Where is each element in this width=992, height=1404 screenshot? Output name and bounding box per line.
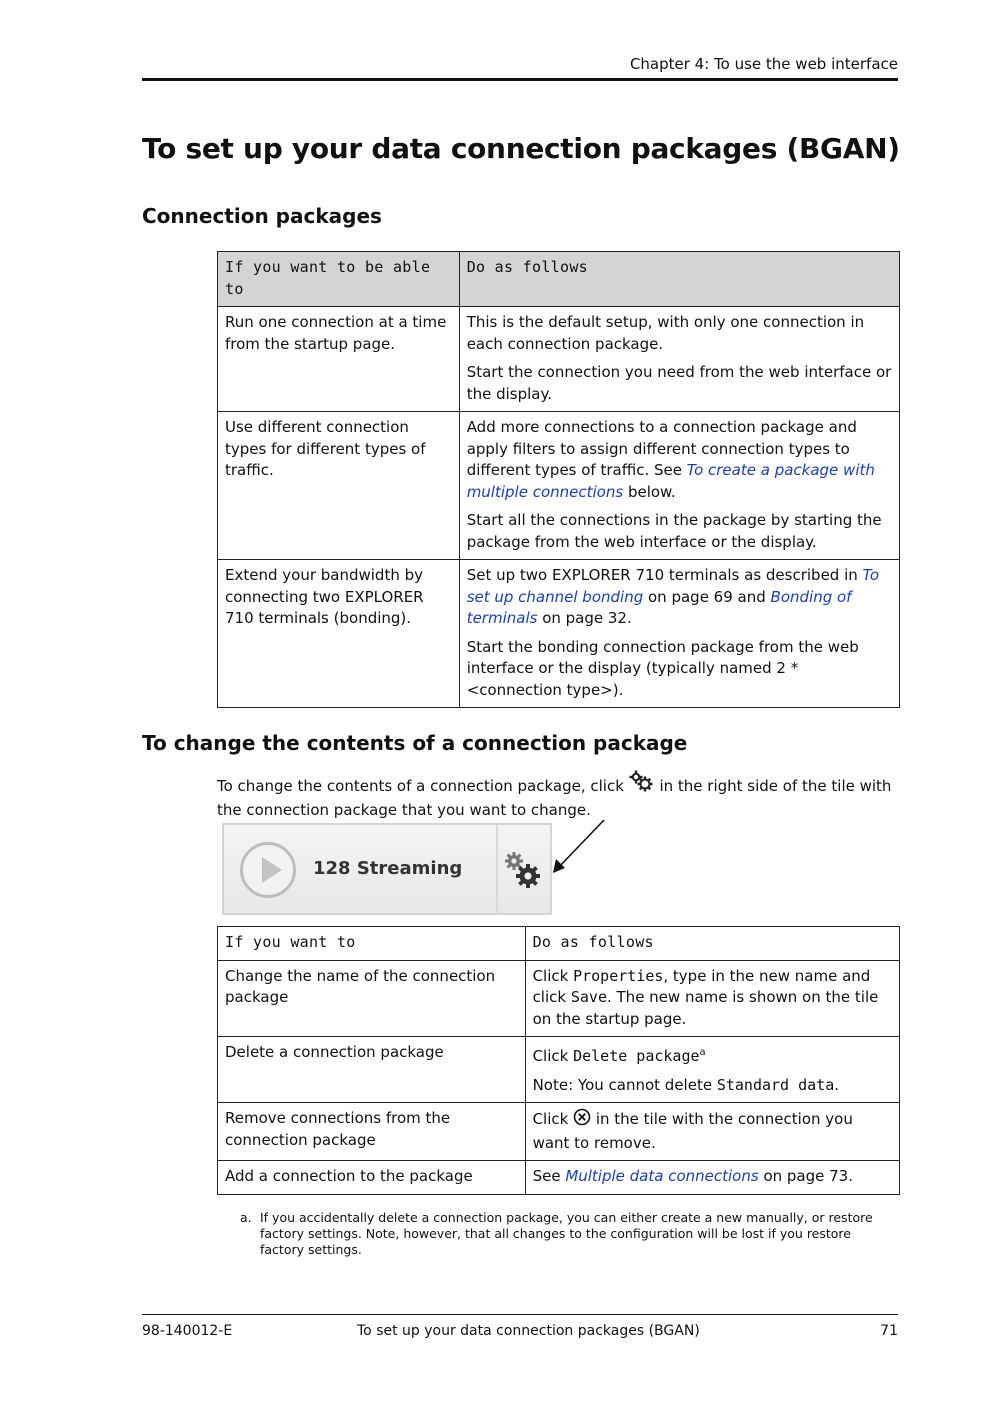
- text: .: [834, 1075, 840, 1094]
- text: Add more connections to a connection package and apply filters to assign different connection types to different types of traffic. See: [466, 418, 857, 479]
- gear-icon[interactable]: [503, 851, 543, 895]
- table-cell: [459, 307, 899, 412]
- table-cell: [459, 560, 899, 708]
- link-create-package[interactable]: To create a package with multiple connections: [466, 461, 875, 501]
- tile-label: 128 Streaming: [313, 858, 463, 879]
- table-row: [218, 307, 900, 412]
- table-cell: Use different connection types for different types of traffic.: [218, 412, 460, 560]
- link-multiple-data-connections[interactable]: Multiple data connections: [565, 1167, 759, 1185]
- footnote-text: If you accidentally delete a connection package, you can either create a new manually, or restore factory settings. Note, however, that all changes to the configuration will be lost if you restore factory settings.: [260, 1210, 873, 1257]
- text: on page 32.: [537, 609, 632, 627]
- arrow-icon: [550, 818, 608, 880]
- footer-rule: [142, 1314, 898, 1315]
- paragraph: [467, 565, 892, 630]
- paragraph: Start the connection you need from the web interface or the display.: [466, 363, 892, 403]
- ui-term-delete-package: Delete package: [573, 1047, 700, 1065]
- ui-term-save: Save: [570, 988, 607, 1006]
- text: on page 73.: [758, 1167, 853, 1185]
- text: on page 69 and: [643, 587, 771, 606]
- ui-term-standard-data: Standard data: [716, 1075, 835, 1094]
- paragraph: [533, 1042, 892, 1068]
- table-cell: [525, 1161, 899, 1195]
- text: Click: [532, 1047, 574, 1065]
- running-header: Chapter 4: To use the web interface: [629, 55, 898, 73]
- change-contents-table: [217, 926, 900, 1195]
- connection-packages-table: [217, 251, 900, 708]
- text: , type in the new name and click: [532, 966, 871, 1006]
- table-header-cell: Do as follows: [459, 252, 899, 307]
- text: in the tile with the connection you want to remove.: [532, 1110, 853, 1152]
- table-row: [218, 412, 900, 560]
- text: Click: [532, 1110, 574, 1128]
- text: To change the contents of a connection package, click: [217, 777, 629, 795]
- table-cell: Change the name of the connection package: [218, 960, 526, 1037]
- table-header-cell: If you want to be able to: [218, 252, 460, 307]
- table-row: [218, 1161, 900, 1195]
- link-bonding-of-terminals[interactable]: Bonding of terminals: [466, 587, 852, 627]
- paragraph: Start the bonding connection package from the web interface or the display (typically named 2 * <connection type>).: [466, 637, 859, 699]
- text: Note: You cannot delete: [532, 1075, 717, 1094]
- paragraph: [533, 1075, 892, 1097]
- text: Click: [532, 966, 574, 985]
- header-rule: [142, 78, 898, 81]
- table-header-row: [218, 252, 900, 307]
- text: below.: [623, 482, 676, 501]
- table-cell: Run one connection at a time from the startup page.: [218, 307, 460, 412]
- table-header-cell: If you want to: [218, 927, 526, 961]
- text: Set up two EXPLORER 710 terminals as described in: [466, 566, 863, 584]
- paragraph: This is the default setup, with only one connection in each connection package.: [466, 313, 865, 353]
- text: in the right side of the tile with the connection package that you want to change.: [217, 777, 892, 819]
- table-cell: Add a connection to the package: [218, 1161, 526, 1195]
- table-row: [218, 560, 900, 708]
- table-cell: Delete a connection package: [218, 1037, 526, 1103]
- text: See: [532, 1167, 566, 1185]
- link-channel-bonding[interactable]: To set up channel bonding: [466, 566, 880, 606]
- paragraph: Start all the connections in the package by starting the package from the web interface or the display.: [466, 511, 882, 551]
- gear-icon: [629, 770, 655, 800]
- table-cell: [525, 1103, 899, 1161]
- table-row: [218, 960, 900, 1037]
- footnote-marker: a.: [240, 1210, 252, 1225]
- page-number: 71: [880, 1323, 898, 1339]
- close-circle-icon: [573, 1108, 591, 1133]
- table-cell: Remove connections from the connection package: [218, 1103, 526, 1161]
- section-heading-change-contents: To change the contents of a connection package: [142, 731, 688, 755]
- table-row: [218, 1103, 900, 1161]
- page-title: To set up your data connection packages (BGAN): [142, 132, 900, 165]
- text: . The new name is shown on the tile on the startup page.: [532, 988, 879, 1028]
- footnote: [240, 1210, 890, 1258]
- table-cell: Extend your bandwidth by connecting two EXPLORER 710 terminals (bonding).: [218, 560, 460, 708]
- table-cell: [459, 412, 899, 560]
- table-header-cell: Do as follows: [525, 927, 899, 961]
- intro-paragraph: [217, 770, 907, 821]
- footer-title: To set up your data connection packages (BGAN): [357, 1323, 700, 1339]
- footer-doc-number: 98-140012-E: [142, 1323, 233, 1339]
- play-icon[interactable]: [240, 842, 296, 898]
- table-cell: [525, 1037, 899, 1103]
- paragraph: [467, 417, 892, 503]
- ui-term-properties: Properties: [573, 966, 664, 985]
- footnote-ref: a: [699, 1047, 706, 1058]
- tile-divider: [496, 825, 498, 913]
- table-row: [218, 1037, 900, 1103]
- table-header-row: [218, 927, 900, 961]
- section-heading-connection-packages: Connection packages: [142, 204, 382, 228]
- table-cell: [525, 960, 899, 1037]
